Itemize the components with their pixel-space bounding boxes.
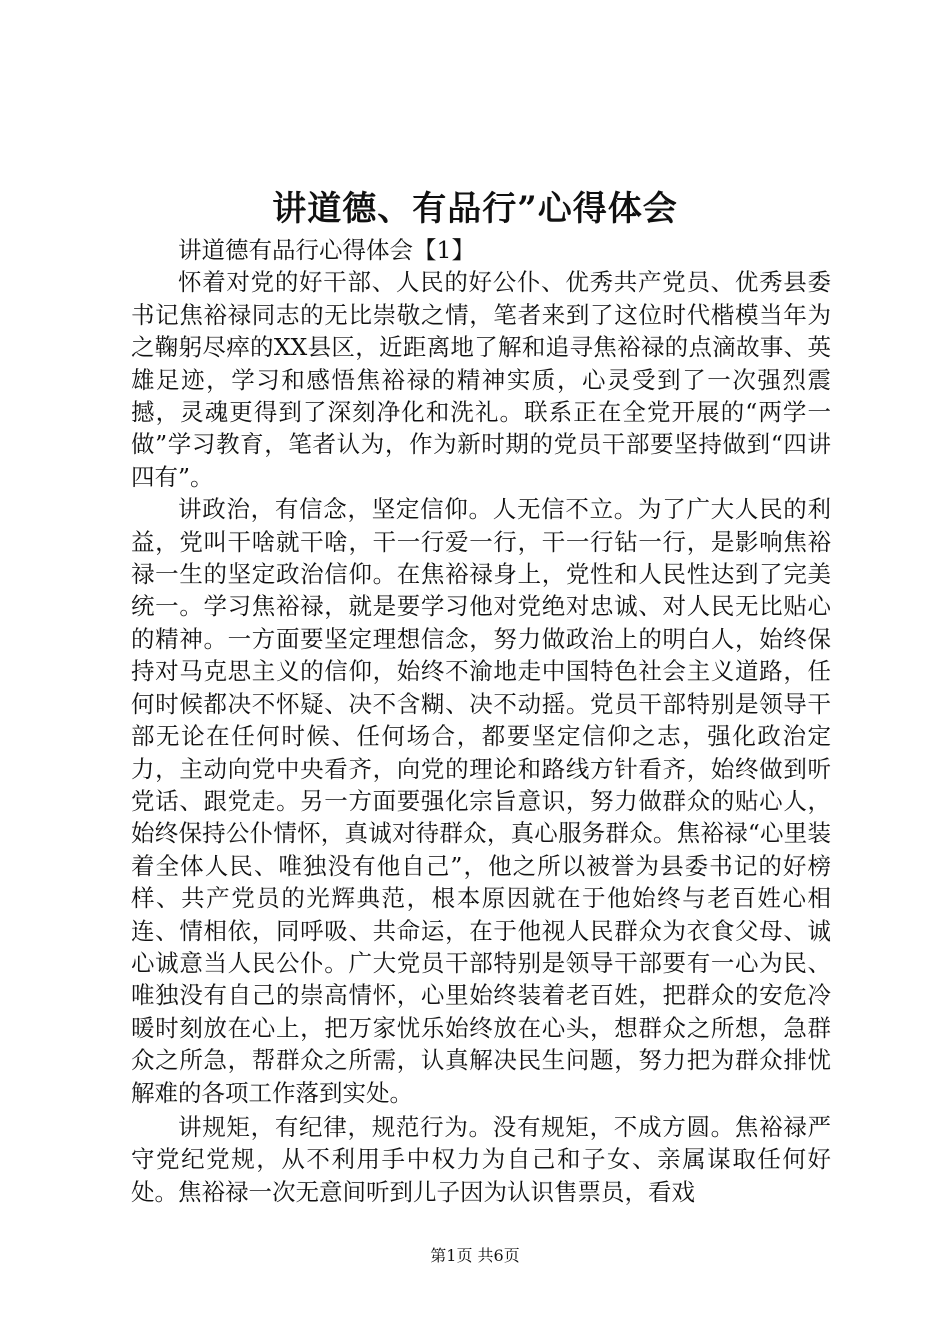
paragraph-rules: 讲规矩，有纪律，规范行为。没有规矩，不成方圆。焦裕禄严守党纪党规，从不利用手中权力为自己和子女、亲属谋取任何好处。焦裕禄一次无意间听到儿子因为认识售票员，看戏 (131, 1112, 831, 1206)
document-body (131, 234, 831, 1208)
page-footer: 第1页 共6页 (430, 1246, 520, 1265)
paragraph-politics: 讲政治，有信念，坚定信仰。人无信不立。为了广大人民的利益，党叫干啥就干啥，干一行爱一行，干一行钻一行，是影响焦裕禄一生的坚定政治信仰。在焦裕禄身上，党性和人民性达到了完美统一。学习焦裕禄，就是要学习他对党绝对忠诚、对人民无比贴心的精神。一方面要坚定理想信念，努力做政治上的明白人，始终保持对马克思主义的信仰，始终不渝地走中国特色社会主义道路，任何时候都决不怀疑、决不含糊、决不动摇。党员干部特别是领导干部无论在任何时候、任何场合，都要坚定信仰之志，强化政治定力，主动向党中央看齐，向党的理论和路线方针看齐，始终做到听党话、跟党走。另一方面要强化宗旨意识，努力做群众的贴心人，始终保持公仆情怀，真诚对待群众，真心服务群众。焦裕禄“心里装着全体人民、唯独没有他自己”，他之所以被誉为县委书记的好榜样、共产党员的光辉典范，根本原因就在于他始终与老百姓心相连、情相依，同呼吸、共命运，在于他视人民群众为衣食父母、诚心诚意当人民公仆。广大党员干部特别是领导干部要有一心为民、唯独没有自己的崇高情怀，心里始终装着老百姓，把群众的安危冷暖时刻放在心上，把万家忧乐始终放在心头，想群众之所想，急群众之所急，帮群众之所需，认真解决民生问题，努力把为群众排忧解难的各项工作落到实处。 (131, 495, 831, 1107)
document-title: 讲道德、有品行”心得体会 (272, 189, 678, 229)
paragraph-subtitle: 讲道德有品行心得体会【1】 (178, 236, 475, 264)
paragraph-intro: 怀着对党的好干部、人民的好公仆、优秀共产党员、优秀县委书记焦裕禄同志的无比崇敬之情，笔者来到了这位时代楷模当年为之鞠躬尽瘁的XX县区，近距离地了解和追寻焦裕禄的点滴故事、英雄足迹，学习和感悟焦裕禄的精神实质，心灵受到了一次强烈震撼，灵魂更得到了深刻净化和洗礼。联系正在全党开展的“两学一做”学习教育，笔者认为，作为新时期的党员干部要坚持做到“四讲四有”。 (131, 268, 831, 491)
